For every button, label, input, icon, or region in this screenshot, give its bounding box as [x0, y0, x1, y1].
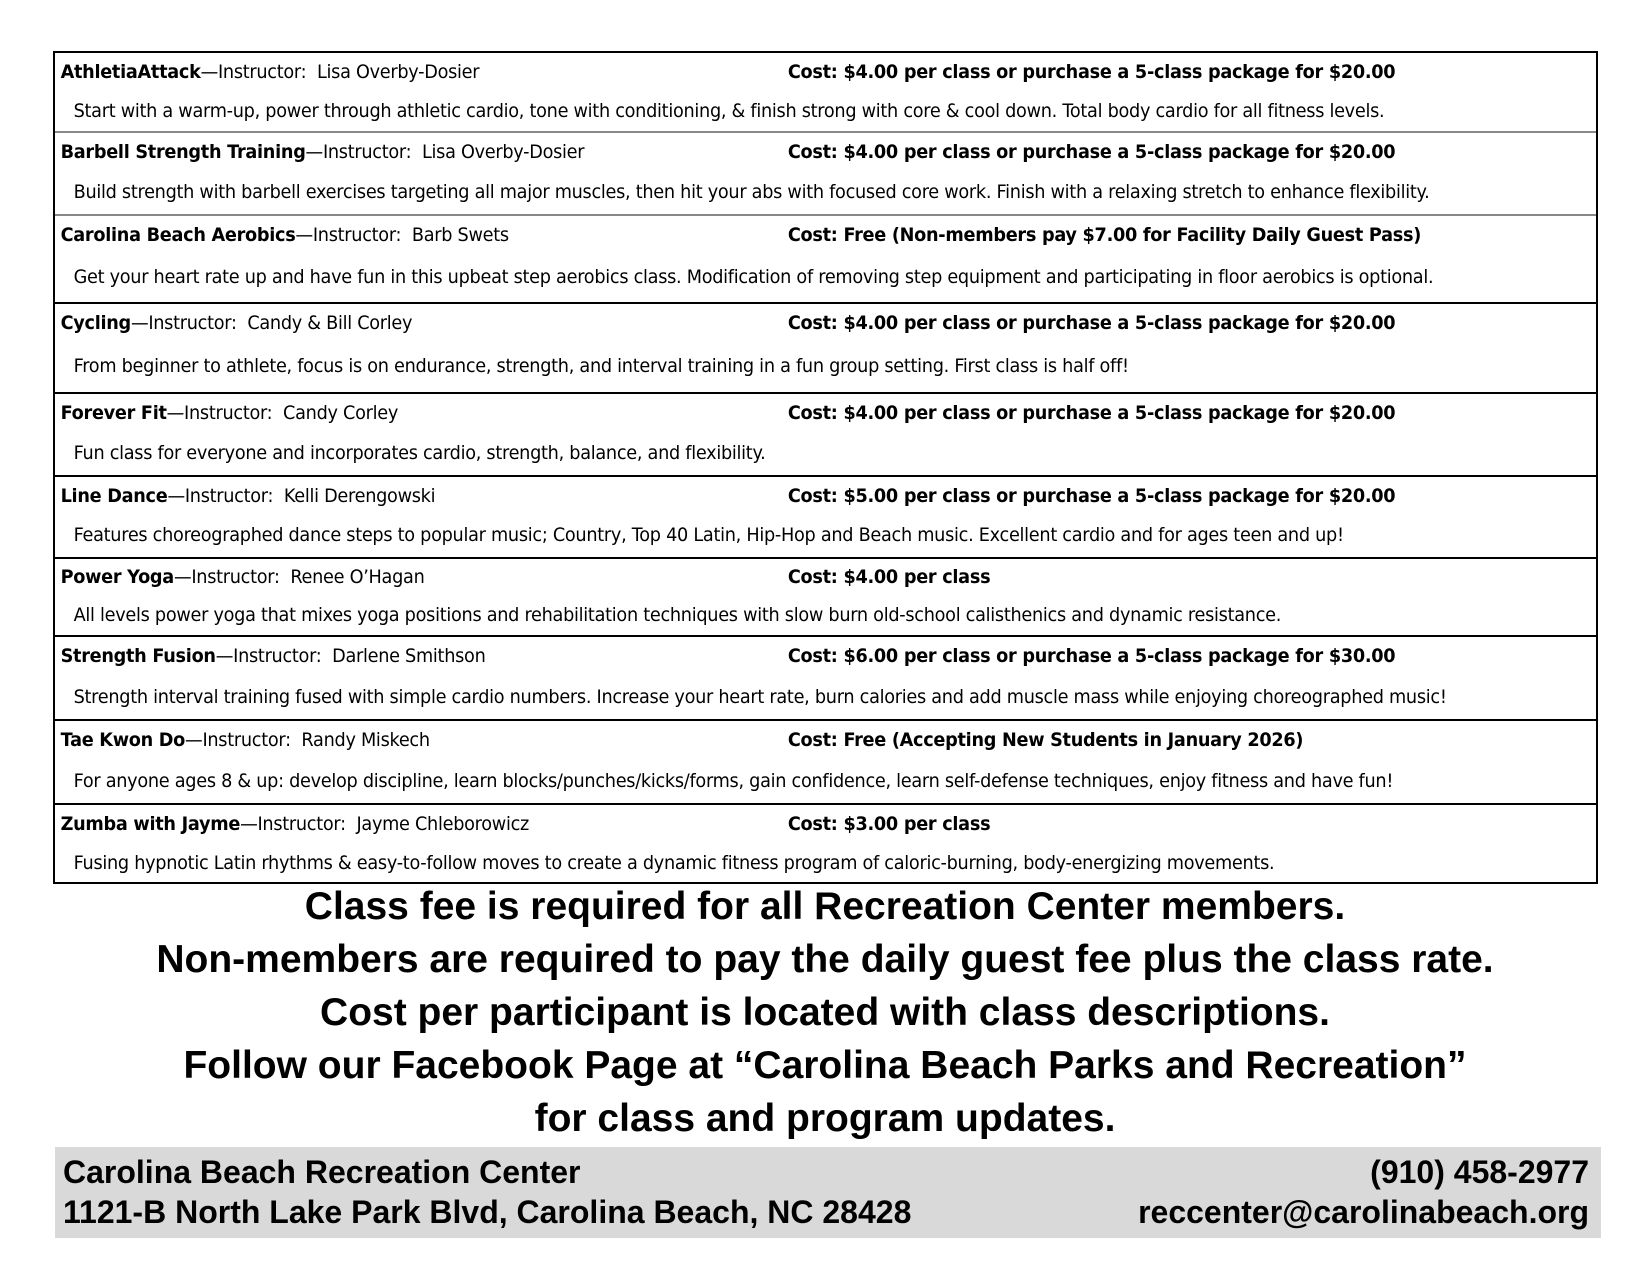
class-name: AthletiaAttack	[60, 61, 201, 83]
class-description: Strength interval training fused with simple cardio numbers. Increase your heart rate, burn calories and add muscle mass while enjoying choreographed music!	[73, 686, 1447, 708]
email-address: reccenter@carolinabeach.org	[1138, 1194, 1589, 1230]
class-cost: Cost: $4.00 per class	[787, 566, 991, 588]
class-block-athletia-attack	[55, 53, 1596, 131]
class-block-strength-fusion	[55, 635, 1596, 719]
class-description: Start with a warm-up, power through athletic cardio, tone with conditioning, & finish strong with core & cool down. Total body cardio for all fitness levels.	[73, 100, 1385, 122]
class-description: For anyone ages 8 & up: develop discipline, learn blocks/punches/kicks/forms, gain confidence, learn self-defense techniques, enjoy fitness and have fun!	[73, 770, 1394, 792]
center-name: Carolina Beach Recreation Center	[63, 1154, 581, 1190]
instructor-label: —Instructor:	[295, 224, 412, 246]
instructor-name: Darlene Smithson	[332, 645, 486, 667]
instructor-label: —Instructor:	[130, 312, 248, 334]
class-name: Zumba with Jayme	[60, 813, 241, 835]
class-description: Build strength with barbell exercises targeting all major muscles, then hit your abs with focused core work. Finish with a relaxing stretch to enhance flexibility.	[73, 181, 1430, 203]
fee-notice	[0, 880, 1650, 1145]
class-block-carolina-beach-aerobics	[55, 214, 1596, 302]
instructor-label: —Instructor:	[166, 402, 284, 424]
instructor-label: —Instructor:	[173, 566, 291, 588]
class-block-barbell-strength	[55, 131, 1596, 214]
phone-number: (910) 458-2977	[1370, 1154, 1589, 1190]
instructor-label: —Instructor:	[167, 485, 284, 507]
instructor-name: Lisa Overby-Dosier	[316, 61, 480, 83]
instructor-label: —Instructor:	[200, 61, 317, 83]
class-block-power-yoga	[55, 557, 1596, 635]
instructor-name: Candy Corley	[283, 402, 399, 424]
center-address: 1121-B North Lake Park Blvd, Carolina Beach, NC 28428	[63, 1194, 912, 1230]
class-name: Carolina Beach Aerobics	[60, 224, 296, 246]
class-cost: Cost: $5.00 per class or purchase a 5-class package for $20.00	[787, 485, 1396, 507]
notice-line: for class and program updates.	[534, 1097, 1116, 1140]
instructor-name: Candy & Bill Corley	[247, 312, 413, 334]
class-cost: Cost: $4.00 per class or purchase a 5-class package for $20.00	[787, 402, 1396, 424]
class-cost: Cost: $6.00 per class or purchase a 5-class package for $30.00	[787, 645, 1396, 667]
instructor-name: Lisa Overby-Dosier	[421, 141, 585, 163]
instructor-name: Renee O’Hagan	[290, 566, 425, 588]
class-name: Tae Kwon Do	[60, 729, 186, 751]
instructor-name: Jayme Chleborowicz	[356, 813, 530, 835]
class-name: Line Dance	[60, 485, 168, 507]
class-cost: Cost: $4.00 per class or purchase a 5-class package for $20.00	[787, 61, 1396, 83]
notice-line: Non-members are required to pay the daily guest fee plus the class rate.	[156, 938, 1494, 981]
instructor-name: Barb Swets	[411, 224, 509, 246]
instructor-label: —Instructor:	[305, 141, 422, 163]
instructor-label: —Instructor:	[185, 729, 302, 751]
class-description: From beginner to athlete, focus is on endurance, strength, and interval training in a fun group setting. First class is half off!	[73, 355, 1129, 377]
notice-line: Cost per participant is located with class descriptions.	[320, 991, 1330, 1034]
contact-footer	[55, 1147, 1601, 1238]
instructor-name: Randy Miskech	[301, 729, 430, 751]
class-block-tae-kwon-do	[55, 719, 1596, 803]
class-block-zumba	[55, 803, 1596, 882]
class-name: Strength Fusion	[60, 645, 216, 667]
class-description: Get your heart rate up and have fun in this upbeat step aerobics class. Modification of removing step equipment and participating in floor aerobics is optional.	[73, 266, 1434, 288]
class-schedule-table	[53, 51, 1598, 884]
class-description: Fun class for everyone and incorporates cardio, strength, balance, and flexibility.	[73, 441, 766, 464]
class-name: Barbell Strength Training	[60, 141, 306, 163]
class-name: Forever Fit	[60, 402, 167, 424]
class-description: All levels power yoga that mixes yoga positions and rehabilitation techniques with slow burn old-school calisthenics and dynamic resistance.	[73, 604, 1282, 626]
class-cost: Cost: $3.00 per class	[787, 813, 991, 835]
class-block-forever-fit	[55, 392, 1596, 475]
notice-line: Class fee is required for all Recreation Center members.	[304, 885, 1346, 928]
class-block-line-dance	[55, 475, 1596, 557]
instructor-label: —Instructor:	[215, 645, 333, 667]
instructor-name: Kelli Derengowski	[283, 485, 436, 507]
class-name: Power Yoga	[60, 566, 174, 588]
class-cost: Cost: $4.00 per class or purchase a 5-class package for $20.00	[787, 141, 1396, 163]
notice-line: Follow our Facebook Page at “Carolina Beach Parks and Recreation”	[183, 1044, 1467, 1087]
class-cost: Cost: Free (Non-members pay $7.00 for Facility Daily Guest Pass)	[787, 224, 1422, 246]
class-description: Features choreographed dance steps to popular music; Country, Top 40 Latin, Hip-Hop and Beach music. Excellent cardio and for ages teen and up!	[73, 524, 1344, 546]
class-cost: Cost: $4.00 per class or purchase a 5-class package for $20.00	[787, 312, 1396, 334]
class-cost: Cost: Free (Accepting New Students in January 2026)	[787, 729, 1304, 751]
instructor-label: —Instructor:	[240, 813, 357, 835]
class-block-cycling	[55, 302, 1596, 392]
class-description: Fusing hypnotic Latin rhythms & easy-to-follow moves to create a dynamic fitness program of caloric-burning, body-energizing movements.	[73, 851, 1275, 874]
class-name: Cycling	[60, 312, 131, 334]
